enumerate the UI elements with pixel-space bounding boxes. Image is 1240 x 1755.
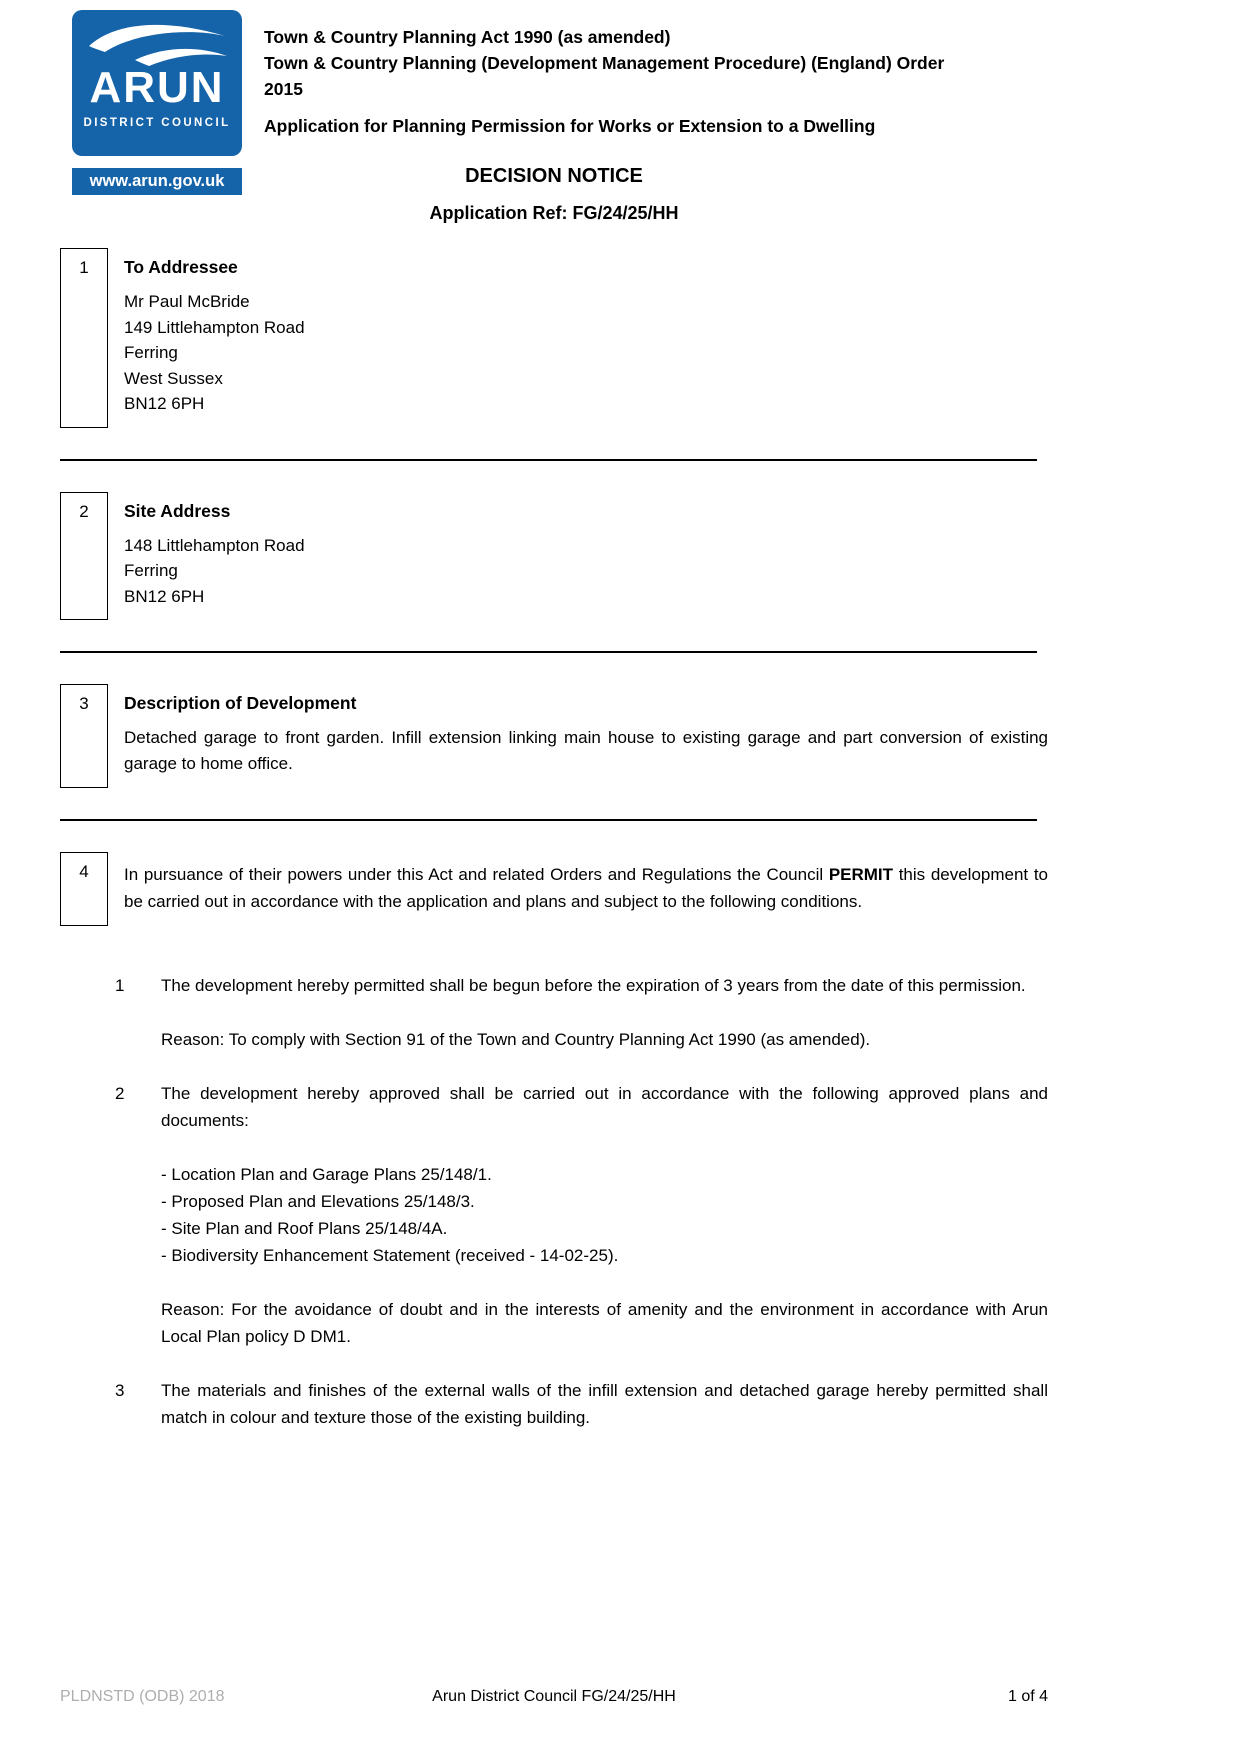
logo-website: www.arun.gov.uk (72, 168, 242, 195)
decision-notice-title: DECISION NOTICE (465, 165, 643, 187)
address-line: 149 Littlehampton Road (124, 317, 305, 337)
section-title: Description of Development (124, 693, 357, 713)
page-footer (60, 1688, 1048, 1706)
plan-item: - Location Plan and Garage Plans 25/148/1. (161, 1165, 492, 1184)
footer-page-number: 1 of 4 (1007, 1688, 1048, 1705)
arun-logo (72, 10, 242, 195)
permission-text-before: In pursuance of their powers under this Act and related Orders and Regulations the Council (124, 865, 829, 884)
address-line: 148 Littlehampton Road (124, 535, 305, 555)
section-number-box: 1 (60, 248, 108, 428)
condition-number: 1 (115, 976, 125, 995)
separator-line (60, 459, 1037, 461)
plan-item: - Site Plan and Roof Plans 25/148/4A. (161, 1219, 448, 1238)
condition-reason: Reason: For the avoidance of doubt and in the interests of amenity and the environment in accordance with Arun Local Plan policy D DM1. (161, 1300, 1048, 1346)
condition-reason: Reason: To comply with Section 91 of the Town and Country Planning Act 1990 (as amended). (161, 1030, 871, 1049)
order-title-line1: Town & Country Planning (Development Management Procedure) (England) Order (264, 53, 945, 73)
section-number-box: 3 (60, 684, 108, 788)
address-line: Ferring (124, 561, 178, 580)
condition-1 (115, 972, 1048, 1080)
development-description: Detached garage to front garden. Infill extension linking main house to existing garage and part conversion of existing garage to home office. (124, 728, 1048, 773)
address-line: West Sussex (124, 368, 223, 388)
separator-line (60, 819, 1037, 821)
section-description (60, 684, 1048, 788)
address-line: Mr Paul McBride (124, 292, 250, 311)
order-title-line2: 2015 (264, 79, 303, 99)
section-number-box: 4 (60, 852, 108, 926)
plan-item: - Biodiversity Enhancement Statement (received - 14-02-25). (161, 1246, 619, 1265)
condition-text: The development hereby permitted shall be begun before the expiration of 3 years from the date of this permission. (161, 976, 1026, 995)
address-line: BN12 6PH (124, 394, 205, 413)
condition-2 (115, 1080, 1048, 1377)
approved-plans-list (161, 1161, 1048, 1269)
condition-content (161, 1377, 1048, 1458)
section-number-box: 2 (60, 492, 108, 621)
separator-line (60, 651, 1037, 653)
logo-name: ARUN (89, 63, 225, 112)
document-body (60, 165, 1048, 1458)
section-content (108, 492, 1048, 621)
section-content (108, 684, 1048, 788)
section-title: To Addressee (124, 257, 238, 277)
section-to-addressee (60, 248, 1048, 428)
footer-council-ref: Arun District Council FG/24/25/HH (432, 1688, 676, 1705)
condition-3 (115, 1377, 1048, 1458)
permission-text-after: this development to be carried out in accordance with the application and plans and subject to the following conditions. (124, 865, 1048, 911)
condition-number: 3 (115, 1381, 125, 1400)
site-address (124, 533, 1048, 610)
application-type-title: Application for Planning Permission for Works or Extension to a Dwelling (264, 116, 876, 136)
section-content (108, 852, 1048, 926)
section-content (108, 248, 1048, 428)
address-line: BN12 6PH (124, 586, 205, 606)
address-line: Ferring (124, 343, 178, 362)
document-header (264, 10, 1048, 139)
addressee-address (124, 289, 1048, 417)
seagulls-icon (77, 14, 237, 68)
logo-subtitle: DISTRICT COUNCIL (83, 117, 231, 129)
plan-item: - Proposed Plan and Elevations 25/148/3. (161, 1192, 475, 1211)
permit-word: PERMIT (828, 865, 894, 884)
section-site-address (60, 492, 1048, 621)
footer-form-code: PLDNSTD (ODB) 2018 (60, 1688, 225, 1705)
act-title: Town & Country Planning Act 1990 (as amended) (264, 27, 671, 47)
condition-number: 2 (115, 1084, 125, 1103)
condition-text: The materials and finishes of the external walls of the infill extension and detached garage hereby permitted shall match in colour and texture those of the existing building. (161, 1381, 1048, 1427)
conditions-list (115, 972, 1048, 1458)
condition-text: The development hereby approved shall be carried out in accordance with the following approved plans and documents: (161, 1084, 1048, 1130)
section-permission (60, 852, 1048, 926)
permission-statement (124, 861, 1048, 915)
section-title: Site Address (124, 500, 231, 521)
arun-logo-box (72, 10, 242, 156)
condition-content (161, 972, 1048, 1080)
condition-content (161, 1080, 1048, 1377)
application-ref: Application Ref: FG/24/25/HH (429, 203, 679, 223)
